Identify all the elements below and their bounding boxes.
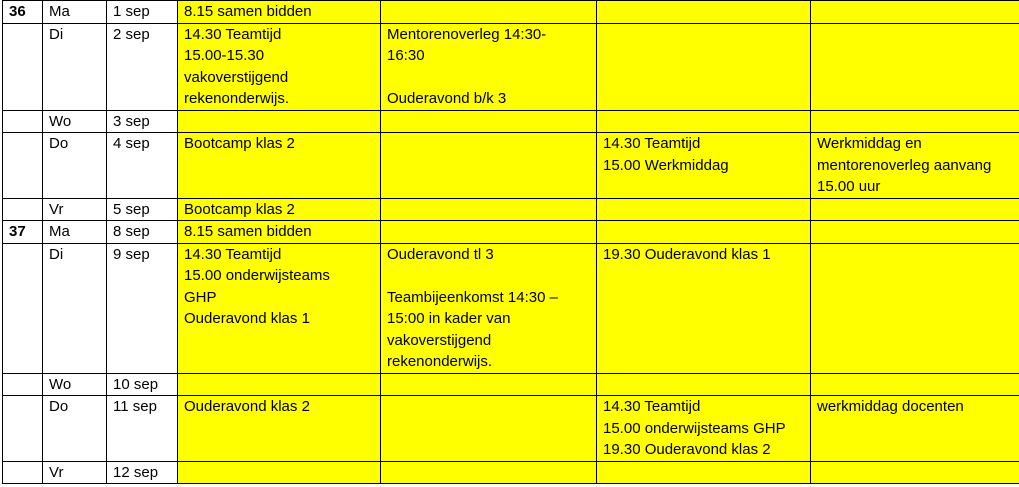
cell-day: Vr xyxy=(43,461,107,484)
schedule-table xyxy=(2,0,1019,484)
table-row xyxy=(3,221,1019,244)
table-row xyxy=(3,1,1019,24)
table-row xyxy=(3,110,1019,133)
cell-date: 2 sep xyxy=(107,23,178,110)
cell-event-3 xyxy=(597,23,811,110)
cell-event-1: Bootcamp klas 2 xyxy=(178,198,381,221)
cell-event-4: Werkmiddag en mentorenoverleg aanvang 15.00 uur xyxy=(811,133,1019,199)
cell-event-2: Mentorenoverleg 14:30- 16:30 Ouderavond b/k 3 xyxy=(381,23,597,110)
cell-event-1: 8.15 samen bidden xyxy=(178,1,381,24)
cell-event-3 xyxy=(597,198,811,221)
table-row xyxy=(3,23,1019,110)
cell-week xyxy=(3,133,43,199)
cell-event-1: 14.30 Teamtijd 15.00 onderwijsteams GHP Ouderavond klas 1 xyxy=(178,243,381,373)
cell-event-3 xyxy=(597,110,811,133)
cell-date: 1 sep xyxy=(107,1,178,24)
cell-event-2 xyxy=(381,110,597,133)
table-row xyxy=(3,396,1019,462)
cell-date: 12 sep xyxy=(107,461,178,484)
cell-week xyxy=(3,23,43,110)
cell-event-4 xyxy=(811,243,1019,373)
cell-event-4 xyxy=(811,221,1019,244)
cell-event-1: 14.30 Teamtijd 15.00-15.30 vakoverstijgend rekenonderwijs. xyxy=(178,23,381,110)
cell-date: 5 sep xyxy=(107,198,178,221)
cell-event-3 xyxy=(597,461,811,484)
cell-week xyxy=(3,396,43,462)
cell-event-4: werkmiddag docenten xyxy=(811,396,1019,462)
cell-day: Wo xyxy=(43,110,107,133)
cell-event-3 xyxy=(597,373,811,396)
cell-week: 36 xyxy=(3,1,43,24)
cell-event-4 xyxy=(811,461,1019,484)
cell-event-2 xyxy=(381,461,597,484)
table-row xyxy=(3,198,1019,221)
cell-event-1: Bootcamp klas 2 xyxy=(178,133,381,199)
cell-date: 3 sep xyxy=(107,110,178,133)
cell-day: Do xyxy=(43,133,107,199)
cell-week xyxy=(3,198,43,221)
cell-week xyxy=(3,461,43,484)
table-row xyxy=(3,243,1019,373)
cell-date: 10 sep xyxy=(107,373,178,396)
cell-date: 4 sep xyxy=(107,133,178,199)
cell-week xyxy=(3,110,43,133)
cell-event-3 xyxy=(597,221,811,244)
cell-event-1 xyxy=(178,461,381,484)
cell-event-4 xyxy=(811,23,1019,110)
cell-day: Wo xyxy=(43,373,107,396)
cell-event-1: Ouderavond klas 2 xyxy=(178,396,381,462)
cell-event-3: 14.30 Teamtijd 15.00 Werkmiddag xyxy=(597,133,811,199)
cell-event-3: 14.30 Teamtijd 15.00 onderwijsteams GHP 19.30 Ouderavond klas 2 xyxy=(597,396,811,462)
cell-day: Di xyxy=(43,23,107,110)
cell-day: Do xyxy=(43,396,107,462)
cell-day: Di xyxy=(43,243,107,373)
cell-event-3 xyxy=(597,1,811,24)
cell-week xyxy=(3,373,43,396)
cell-week xyxy=(3,243,43,373)
cell-date: 9 sep xyxy=(107,243,178,373)
cell-week: 37 xyxy=(3,221,43,244)
table-row xyxy=(3,461,1019,484)
cell-event-4 xyxy=(811,1,1019,24)
cell-date: 8 sep xyxy=(107,221,178,244)
cell-day: Vr xyxy=(43,198,107,221)
table-row xyxy=(3,373,1019,396)
cell-event-2: Ouderavond tl 3 Teambijeenkomst 14:30 – 15:00 in kader van vakoverstijgend rekenonderwijs. xyxy=(381,243,597,373)
cell-event-2 xyxy=(381,396,597,462)
cell-event-2 xyxy=(381,221,597,244)
cell-event-2 xyxy=(381,133,597,199)
cell-event-2 xyxy=(381,198,597,221)
cell-event-1: 8.15 samen bidden xyxy=(178,221,381,244)
cell-day: Ma xyxy=(43,221,107,244)
cell-event-1 xyxy=(178,110,381,133)
cell-event-4 xyxy=(811,110,1019,133)
cell-day: Ma xyxy=(43,1,107,24)
cell-event-2 xyxy=(381,1,597,24)
cell-event-3: 19.30 Ouderavond klas 1 xyxy=(597,243,811,373)
cell-date: 11 sep xyxy=(107,396,178,462)
cell-event-4 xyxy=(811,373,1019,396)
table-row xyxy=(3,133,1019,199)
cell-event-4 xyxy=(811,198,1019,221)
cell-event-2 xyxy=(381,373,597,396)
cell-event-1 xyxy=(178,373,381,396)
